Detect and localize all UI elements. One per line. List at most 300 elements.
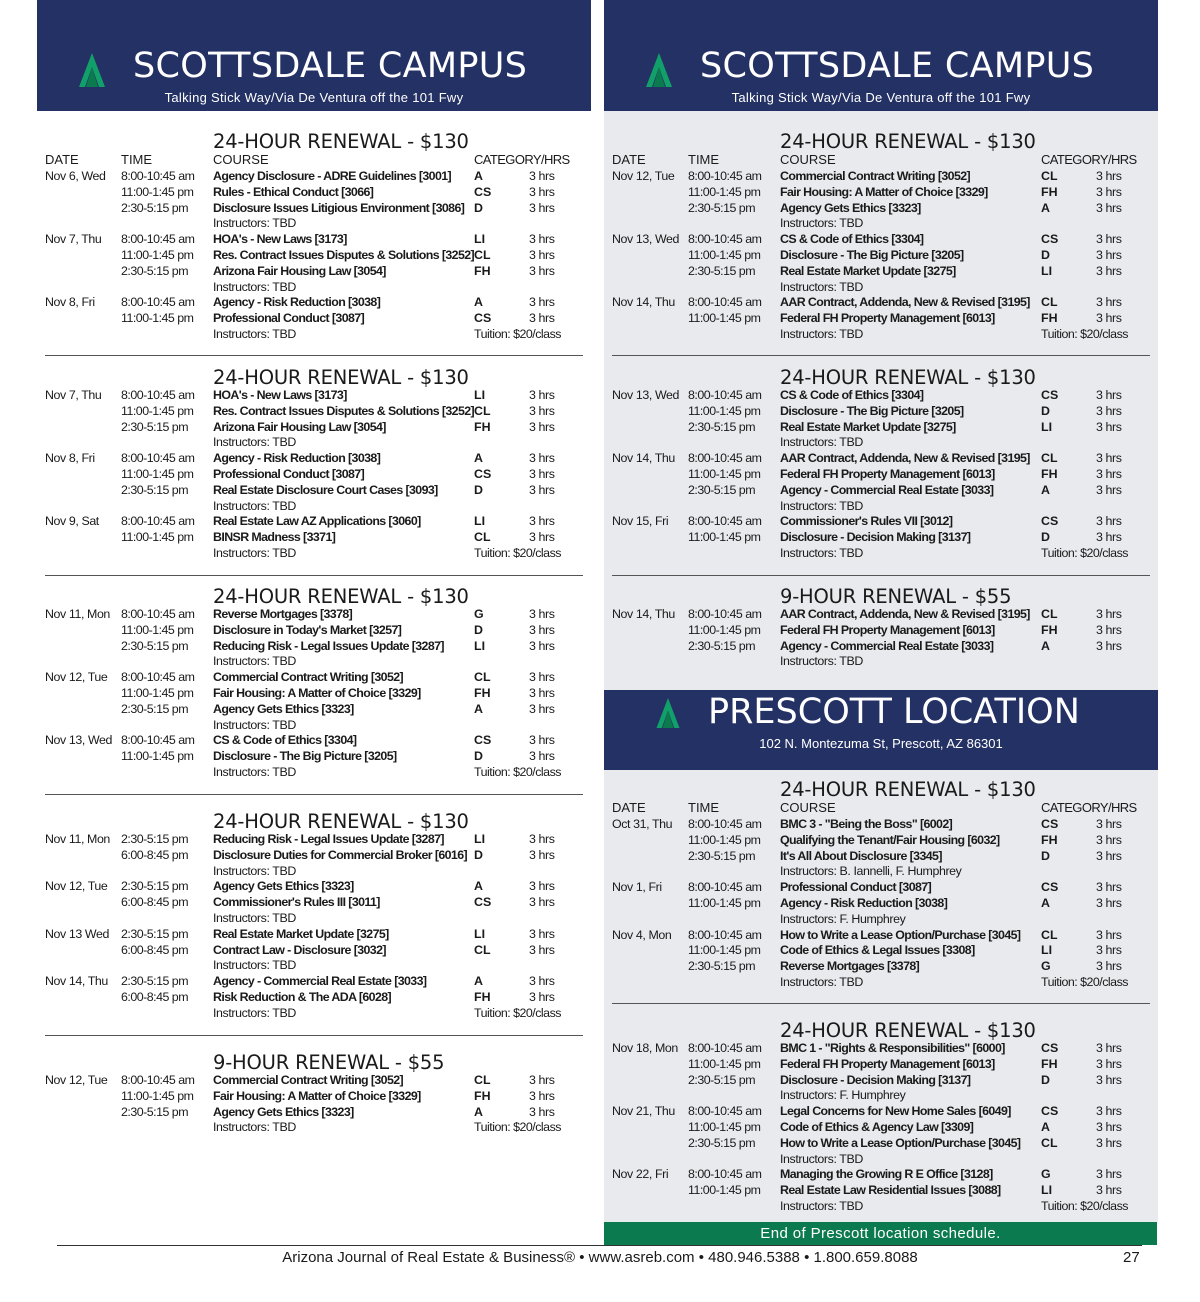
instructors-row <box>612 327 1150 343</box>
instructors-note: Instructors: F. Humphrey <box>780 1088 906 1103</box>
course-title: Risk Reduction & The ADA [6028] <box>213 989 392 1004</box>
course-hours: 3 hrs <box>1096 514 1122 529</box>
course-title: Disclosure - The Big Picture [3205] <box>780 403 964 418</box>
course-row <box>45 623 583 639</box>
instructors-note: Instructors: TBD <box>213 1120 296 1135</box>
section-divider <box>45 794 583 795</box>
course-time: 8:00-10:45 am <box>688 388 762 402</box>
course-title: HOA's - New Laws [3173] <box>213 232 347 247</box>
course-title: Federal FH Property Management [6013] <box>780 466 995 481</box>
course-row <box>612 295 1150 311</box>
course-title: Agency - Commercial Real Estate [3033] <box>780 638 994 653</box>
instructors-row <box>612 975 1150 991</box>
course-hours: 3 hrs <box>1096 1135 1122 1150</box>
course-time: 8:00-10:45 am <box>688 232 762 247</box>
course-time: 2:30-5:15 pm <box>688 638 756 653</box>
course-title: CS & Code of Ethics [3304] <box>780 388 924 402</box>
course-row <box>612 817 1150 833</box>
course-hours: 3 hrs <box>529 232 555 247</box>
course-time: 2:30-5:15 pm <box>121 926 189 941</box>
course-title: Real Estate Market Update [3275] <box>780 263 956 278</box>
course-title: Agency Gets Ethics [3323] <box>213 701 354 716</box>
course-date: Nov 21, Thu <box>612 1104 675 1119</box>
course-row <box>45 295 583 311</box>
renewal-heading: 24-HOUR RENEWAL - $130 <box>213 130 469 153</box>
course-row <box>45 670 583 686</box>
course-date: Nov 4, Mon <box>612 927 672 942</box>
course-hours: 3 hrs <box>529 701 555 716</box>
course-category: FH <box>1041 832 1058 847</box>
course-time: 8:00-10:45 am <box>121 733 195 748</box>
prescott-subtitle: 102 N. Montezuma St, Prescott, AZ 86301 <box>759 736 1003 751</box>
renewal-heading: 24-HOUR RENEWAL - $130 <box>780 366 1036 389</box>
course-title: Disclosure - Decision Making [3137] <box>780 1072 971 1087</box>
instructors-row <box>45 216 583 232</box>
course-title: Code of Ethics & Legal Issues [3308] <box>780 943 975 958</box>
course-title: How to Write a Lease Option/Purchase [3045] <box>780 1135 1021 1150</box>
course-category: D <box>474 749 483 764</box>
section-divider <box>45 1035 583 1036</box>
instructors-note: Instructors: TBD <box>213 910 296 925</box>
course-title: Commercial Contract Writing [3052] <box>213 670 404 685</box>
course-title: Rules - Ethical Conduct [3066] <box>213 184 374 199</box>
course-row <box>45 232 583 248</box>
course-time: 11:00-1:45 pm <box>688 895 761 910</box>
instructors-note: Instructors: B. Iannelli, F. Humphrey <box>780 864 962 879</box>
course-title: Qualifying the Tenant/Fair Housing [6032] <box>780 832 1000 847</box>
course-time: 2:30-5:15 pm <box>121 701 189 716</box>
instructors-note: Instructors: F. Humphrey <box>780 911 906 926</box>
end-of-schedule-banner: End of Prescott location schedule. <box>604 1222 1157 1245</box>
column-headers <box>45 152 583 166</box>
course-category: A <box>1041 200 1050 215</box>
course-hours: 3 hrs <box>529 895 555 910</box>
course-title: Disclosure in Today's Market [3257] <box>213 622 402 637</box>
course-category: A <box>474 701 483 716</box>
course-row <box>45 420 583 436</box>
course-date: Nov 14, Thu <box>612 607 675 621</box>
instructors-row <box>45 435 583 451</box>
column-headers <box>612 800 1150 814</box>
column-header-date: DATE <box>45 152 79 167</box>
campus-banner <box>37 0 591 111</box>
course-row <box>45 927 583 943</box>
campus-banner <box>604 0 1158 111</box>
course-hours: 3 hrs <box>529 974 555 989</box>
instructors-row <box>45 911 583 927</box>
course-category: D <box>1041 403 1050 418</box>
tuition-note: Tuition: $20/class <box>1041 974 1128 989</box>
prescott-title: PRESCOTT LOCATION <box>708 692 1080 732</box>
course-time: 8:00-10:45 am <box>121 670 195 685</box>
instructors-note: Instructors: TBD <box>213 654 296 669</box>
course-title: Res. Contract Issues Disputes & Solutions [3252] <box>213 247 475 262</box>
course-time: 2:30-5:15 pm <box>688 959 756 974</box>
course-time: 11:00-1:45 pm <box>121 749 194 764</box>
instructors-note: Instructors: TBD <box>213 279 296 294</box>
course-hours: 3 hrs <box>1096 482 1122 497</box>
course-row <box>45 639 583 655</box>
course-hours: 3 hrs <box>1096 403 1122 418</box>
course-time: 2:30-5:15 pm <box>688 419 756 434</box>
course-row <box>45 514 583 530</box>
instructors-row <box>45 1120 583 1136</box>
section-divider <box>45 575 583 576</box>
course-hours: 3 hrs <box>1096 1167 1122 1182</box>
course-hours: 3 hrs <box>529 989 555 1004</box>
schedule-rows <box>612 388 1150 562</box>
course-time: 11:00-1:45 pm <box>121 403 194 418</box>
course-category: D <box>1041 247 1050 262</box>
course-date: Nov 13, Wed <box>45 733 112 748</box>
course-category: CS <box>474 895 492 910</box>
course-hours: 3 hrs <box>529 1073 555 1087</box>
course-time: 8:00-10:45 am <box>121 232 195 247</box>
instructors-row <box>612 1152 1150 1168</box>
course-row <box>612 311 1150 327</box>
course-hours: 3 hrs <box>1096 311 1122 326</box>
course-row <box>45 311 583 327</box>
course-time: 11:00-1:45 pm <box>688 466 761 481</box>
course-time: 11:00-1:45 pm <box>688 530 761 545</box>
course-category: FH <box>474 263 491 278</box>
course-category: CL <box>474 670 491 685</box>
course-category: FH <box>474 1088 491 1103</box>
course-time: 2:30-5:15 pm <box>688 1135 756 1150</box>
renewal-heading: 24-HOUR RENEWAL - $130 <box>780 778 1036 801</box>
course-row <box>612 943 1150 959</box>
instructors-note: Instructors: TBD <box>780 279 863 294</box>
course-row <box>45 895 583 911</box>
course-hours: 3 hrs <box>529 295 555 310</box>
course-row <box>45 1073 583 1089</box>
tuition-note: Tuition: $20/class <box>1041 326 1128 341</box>
course-date: Nov 7, Thu <box>45 232 102 247</box>
course-title: Federal FH Property Management [6013] <box>780 1056 995 1071</box>
course-category: A <box>474 451 483 466</box>
schedule-rows <box>45 388 583 562</box>
course-title: Agency Gets Ethics [3323] <box>780 200 921 215</box>
footer-text: Arizona Journal of Real Estate & Business® • www.asreb.com • 480.946.5388 • 1.800.659.8088 <box>282 1249 918 1266</box>
course-row <box>612 959 1150 975</box>
course-time: 6:00-8:45 pm <box>121 942 189 957</box>
course-time: 11:00-1:45 pm <box>121 622 194 637</box>
schedule-rows <box>45 607 583 781</box>
course-category: CS <box>1041 388 1059 402</box>
course-title: Federal FH Property Management [6013] <box>780 622 995 637</box>
course-time: 2:30-5:15 pm <box>121 419 189 434</box>
course-time: 2:30-5:15 pm <box>688 263 756 278</box>
course-category: CS <box>1041 880 1059 895</box>
instructors-row <box>612 1088 1150 1104</box>
course-hours: 3 hrs <box>1096 880 1122 895</box>
course-date: Nov 11, Mon <box>45 832 110 846</box>
course-category: LI <box>474 832 486 846</box>
course-category: G <box>474 607 484 621</box>
course-category: CL <box>474 247 491 262</box>
course-row <box>45 1105 583 1121</box>
course-row <box>612 896 1150 912</box>
course-title: Fair Housing: A Matter of Choice [3329] <box>213 685 421 700</box>
campus-title: SCOTTSDALE CAMPUS <box>700 46 1095 86</box>
course-title: Professional Conduct [3087] <box>780 880 932 895</box>
course-title: Agency Disclosure - ADRE Guidelines [3001] <box>213 169 452 183</box>
instructors-note: Instructors: TBD <box>780 216 863 231</box>
column-header-time: TIME <box>121 152 153 167</box>
column-header-course: COURSE <box>213 152 269 167</box>
course-row <box>45 848 583 864</box>
course-category: A <box>474 169 483 183</box>
tuition-note: Tuition: $20/class <box>474 764 561 779</box>
course-title: AAR Contract, Addenda, New & Revised [3195] <box>780 607 1030 621</box>
course-time: 11:00-1:45 pm <box>688 943 761 958</box>
course-time: 11:00-1:45 pm <box>121 685 194 700</box>
instructors-note: Instructors: TBD <box>213 216 296 231</box>
course-row <box>612 607 1150 623</box>
course-category: G <box>1041 959 1051 974</box>
tree-logo-icon <box>79 53 105 87</box>
course-row <box>45 185 583 201</box>
course-time: 8:00-10:45 am <box>688 927 762 942</box>
course-row <box>612 169 1150 185</box>
course-date: Nov 6, Wed <box>45 169 106 183</box>
course-date: Nov 13, Wed <box>612 232 679 247</box>
course-category: LI <box>474 638 486 653</box>
instructors-note: Instructors: TBD <box>213 326 296 341</box>
renewal-heading: 24-HOUR RENEWAL - $130 <box>780 130 1036 153</box>
column-header-cathrs: CATEGORY/HRS <box>1041 800 1137 815</box>
course-title: BMC 1 - "Rights & Responsibilities" [6000] <box>780 1041 1005 1055</box>
course-category: D <box>1041 530 1050 545</box>
course-hours: 3 hrs <box>529 638 555 653</box>
course-category: LI <box>474 514 486 529</box>
course-hours: 3 hrs <box>529 1104 555 1119</box>
course-row <box>612 639 1150 655</box>
instructors-row <box>45 958 583 974</box>
course-hours: 3 hrs <box>529 263 555 278</box>
course-category: A <box>1041 895 1050 910</box>
course-hours: 3 hrs <box>529 200 555 215</box>
course-row <box>45 749 583 765</box>
prescott-banner <box>604 690 1158 770</box>
schedule-rows <box>612 169 1150 343</box>
course-hours: 3 hrs <box>1096 1072 1122 1087</box>
course-hours: 3 hrs <box>529 622 555 637</box>
course-row <box>612 530 1150 546</box>
instructors-row <box>612 216 1150 232</box>
course-date: Nov 14, Thu <box>45 974 108 989</box>
course-hours: 3 hrs <box>529 832 555 846</box>
course-category: A <box>474 974 483 989</box>
instructors-row <box>612 912 1150 928</box>
course-hours: 3 hrs <box>1096 943 1122 958</box>
renewal-heading: 9-HOUR RENEWAL - $55 <box>780 585 1012 608</box>
course-title: Real Estate Market Update [3275] <box>780 419 956 434</box>
course-hours: 3 hrs <box>1096 263 1122 278</box>
course-category: CL <box>1041 1135 1058 1150</box>
schedule-rows <box>45 169 583 343</box>
course-category: A <box>1041 1119 1050 1134</box>
instructors-note: Instructors: TBD <box>780 974 863 989</box>
course-row <box>612 1183 1150 1199</box>
course-time: 11:00-1:45 pm <box>688 403 761 418</box>
course-hours: 3 hrs <box>529 942 555 957</box>
course-category: CL <box>1041 927 1058 942</box>
course-title: How to Write a Lease Option/Purchase [3045] <box>780 927 1021 942</box>
renewal-heading: 24-HOUR RENEWAL - $130 <box>213 810 469 833</box>
course-hours: 3 hrs <box>529 466 555 481</box>
section-divider <box>612 355 1150 356</box>
course-title: Agency - Risk Reduction [3038] <box>213 451 381 466</box>
course-category: CL <box>1041 451 1058 466</box>
course-time: 11:00-1:45 pm <box>688 1183 761 1198</box>
course-title: Commercial Contract Writing [3052] <box>780 169 971 183</box>
course-hours: 3 hrs <box>1096 622 1122 637</box>
course-time: 8:00-10:45 am <box>688 1041 762 1055</box>
section-divider <box>612 575 1150 576</box>
course-row <box>45 879 583 895</box>
campus-subtitle: Talking Stick Way/Via De Ventura off the 101 Fwy <box>731 90 1031 105</box>
instructors-note: Instructors: TBD <box>780 498 863 513</box>
column-header-course: COURSE <box>780 800 836 815</box>
left-column <box>37 0 591 1135</box>
course-hours: 3 hrs <box>529 670 555 685</box>
course-time: 6:00-8:45 pm <box>121 847 189 862</box>
instructors-row <box>612 435 1150 451</box>
course-category: FH <box>1041 311 1058 326</box>
course-date: Oct 31, Thu <box>612 817 673 831</box>
instructors-row <box>612 1199 1150 1215</box>
instructors-note: Instructors: TBD <box>213 764 296 779</box>
course-time: 8:00-10:45 am <box>121 514 195 529</box>
course-time: 11:00-1:45 pm <box>121 530 194 545</box>
tuition-note: Tuition: $20/class <box>1041 1198 1128 1213</box>
schedule-rows <box>612 1041 1150 1215</box>
course-row <box>45 483 583 499</box>
column-header-cathrs: CATEGORY/HRS <box>474 152 570 167</box>
course-date: Nov 9, Sat <box>45 514 99 529</box>
instructors-row <box>45 654 583 670</box>
instructors-note: Instructors: TBD <box>213 958 296 973</box>
course-title: Real Estate Market Update [3275] <box>213 926 389 941</box>
course-title: AAR Contract, Addenda, New & Revised [3195] <box>780 295 1030 310</box>
course-category: LI <box>1041 1183 1053 1198</box>
course-date: Nov 1, Fri <box>612 880 662 895</box>
course-row <box>45 832 583 848</box>
column-header-time: TIME <box>688 800 720 815</box>
course-row <box>45 264 583 280</box>
course-date: Nov 15, Fri <box>612 514 669 529</box>
course-title: Real Estate Disclosure Court Cases [3093] <box>213 482 438 497</box>
course-row <box>45 451 583 467</box>
course-row <box>612 264 1150 280</box>
course-title: Agency - Commercial Real Estate [3033] <box>213 974 427 989</box>
course-row <box>612 420 1150 436</box>
course-row <box>45 686 583 702</box>
course-row <box>45 248 583 264</box>
course-time: 8:00-10:45 am <box>688 880 762 895</box>
instructors-row <box>612 654 1150 670</box>
course-time: 11:00-1:45 pm <box>688 1056 761 1071</box>
course-date: Nov 12, Tue <box>45 670 108 685</box>
course-category: CS <box>1041 1104 1059 1119</box>
course-row <box>45 169 583 185</box>
course-time: 2:30-5:15 pm <box>121 879 189 894</box>
course-time: 8:00-10:45 am <box>121 451 195 466</box>
column-header-date: DATE <box>612 152 646 167</box>
course-time: 11:00-1:45 pm <box>688 311 761 326</box>
course-date: Nov 11, Mon <box>45 607 110 621</box>
instructors-note: Instructors: TBD <box>780 1198 863 1213</box>
tree-logo-icon <box>646 53 672 87</box>
course-category: CL <box>474 530 491 545</box>
course-time: 2:30-5:15 pm <box>121 200 189 215</box>
course-row <box>45 1089 583 1105</box>
course-hours: 3 hrs <box>1096 247 1122 262</box>
course-category: A <box>474 295 483 310</box>
course-hours: 3 hrs <box>529 1088 555 1103</box>
course-title: Reverse Mortgages [3378] <box>780 959 920 974</box>
course-category: LI <box>1041 943 1053 958</box>
renewal-heading: 9-HOUR RENEWAL - $55 <box>213 1051 445 1074</box>
course-hours: 3 hrs <box>1096 530 1122 545</box>
course-time: 11:00-1:45 pm <box>121 311 194 326</box>
course-hours: 3 hrs <box>1096 1104 1122 1119</box>
course-time: 8:00-10:45 am <box>688 295 762 310</box>
tuition-note: Tuition: $20/class <box>474 1005 561 1020</box>
course-title: Code of Ethics & Agency Law [3309] <box>780 1119 974 1134</box>
course-time: 8:00-10:45 am <box>121 1073 195 1087</box>
instructors-row <box>612 280 1150 296</box>
course-time: 2:30-5:15 pm <box>121 1104 189 1119</box>
course-category: FH <box>1041 1056 1058 1071</box>
course-title: It's All About Disclosure [3345] <box>780 848 942 863</box>
course-row <box>612 1120 1150 1136</box>
course-hours: 3 hrs <box>529 482 555 497</box>
course-category: FH <box>1041 184 1058 199</box>
course-title: BINSR Madness [3371] <box>213 530 336 545</box>
course-hours: 3 hrs <box>1096 388 1122 402</box>
instructors-row <box>45 280 583 296</box>
schedule-rows <box>45 832 583 1022</box>
course-row <box>612 388 1150 404</box>
section-divider <box>45 355 583 356</box>
course-hours: 3 hrs <box>1096 927 1122 942</box>
instructors-row <box>45 546 583 562</box>
tuition-note: Tuition: $20/class <box>474 326 561 341</box>
course-category: CL <box>474 1073 491 1087</box>
course-title: Real Estate Law AZ Applications [3060] <box>213 514 421 529</box>
course-date: Nov 13, Wed <box>612 388 679 402</box>
tuition-note: Tuition: $20/class <box>1041 545 1128 560</box>
course-title: Disclosure Duties for Commercial Broker [6016] <box>213 847 468 862</box>
course-category: D <box>474 200 483 215</box>
course-hours: 3 hrs <box>529 169 555 183</box>
course-hours: 3 hrs <box>1096 1183 1122 1198</box>
course-row <box>45 530 583 546</box>
instructors-note: Instructors: TBD <box>213 435 296 450</box>
course-title: Professional Conduct [3087] <box>213 311 365 326</box>
column-header-course: COURSE <box>780 152 836 167</box>
course-row <box>45 702 583 718</box>
course-title: Commissioner's Rules III [3011] <box>213 895 380 910</box>
course-hours: 3 hrs <box>529 247 555 262</box>
course-hours: 3 hrs <box>1096 295 1122 310</box>
column-header-time: TIME <box>688 152 720 167</box>
course-hours: 3 hrs <box>1096 1056 1122 1071</box>
course-row <box>45 943 583 959</box>
instructors-row <box>612 864 1150 880</box>
